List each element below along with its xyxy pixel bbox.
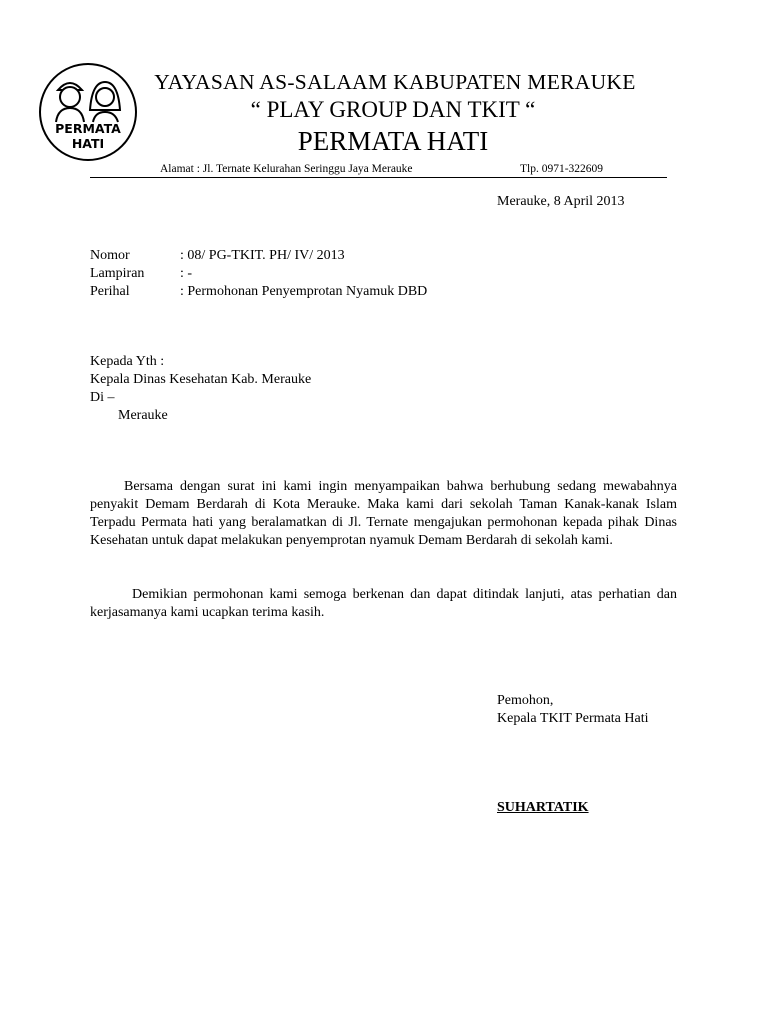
address: Alamat : Jl. Ternate Kelurahan Seringgu Jaya Merauke [160,163,413,175]
letterhead-divider [90,177,667,178]
meta-value-nomor: : 08/ PG-TKIT. PH/ IV/ 2013 [180,248,345,263]
logo-text-1: PERMATA [55,121,121,136]
recipient-city: Merauke [118,408,168,423]
signatory-name: SUHARTATIK [497,800,589,815]
meta-value-perihal: : Permohonan Penyemprotan Nyamuk DBD [180,284,428,299]
meta-label-perihal: Perihal [90,284,130,299]
body-paragraph-2: Demikian permohonan kami semoga berkenan dan dapat ditindak lanjuti, atas perhatian dan kerjasamanya kami ucapkan terima kasih. [90,587,677,620]
recipient-di: Di – [90,390,115,405]
recipient-title: Kepala Dinas Kesehatan Kab. Merauke [90,372,312,387]
signature-label: Pemohon, [497,693,554,708]
body-paragraph-1: Bersama dengan surat ini kami ingin menyampaikan bahwa berhubung sedang mewabahnya penyakit Demam Berdarah di Kota Merauke. Maka kami dari sekolah Taman Kanak-kanak Islam Terpadu Permata hati yang beralamatkan di Jl. Ternate mengajukan permohonan kepada pihak Dinas Kesehatan untuk dapat melakukan penyemprotan nyamuk Demam Berdarah di sekolah kami. [90,479,677,548]
phone: Tlp. 0971-322609 [520,163,604,175]
recipient-greeting: Kepada Yth : [90,354,165,369]
foundation-name: YAYASAN AS-SALAAM KABUPATEN MERAUKE [154,70,636,94]
meta-label-lampiran: Lampiran [90,266,145,281]
meta-value-lampiran: : - [180,266,193,281]
signature-position: Kepala TKIT Permata Hati [497,711,649,726]
place-date: Merauke, 8 April 2013 [497,194,625,209]
logo-text-2: HATI [71,136,105,151]
school-name: PERMATA HATI [297,126,489,156]
school-program: “ PLAY GROUP DAN TKIT “ [250,97,536,122]
meta-label-nomor: Nomor [90,248,130,263]
